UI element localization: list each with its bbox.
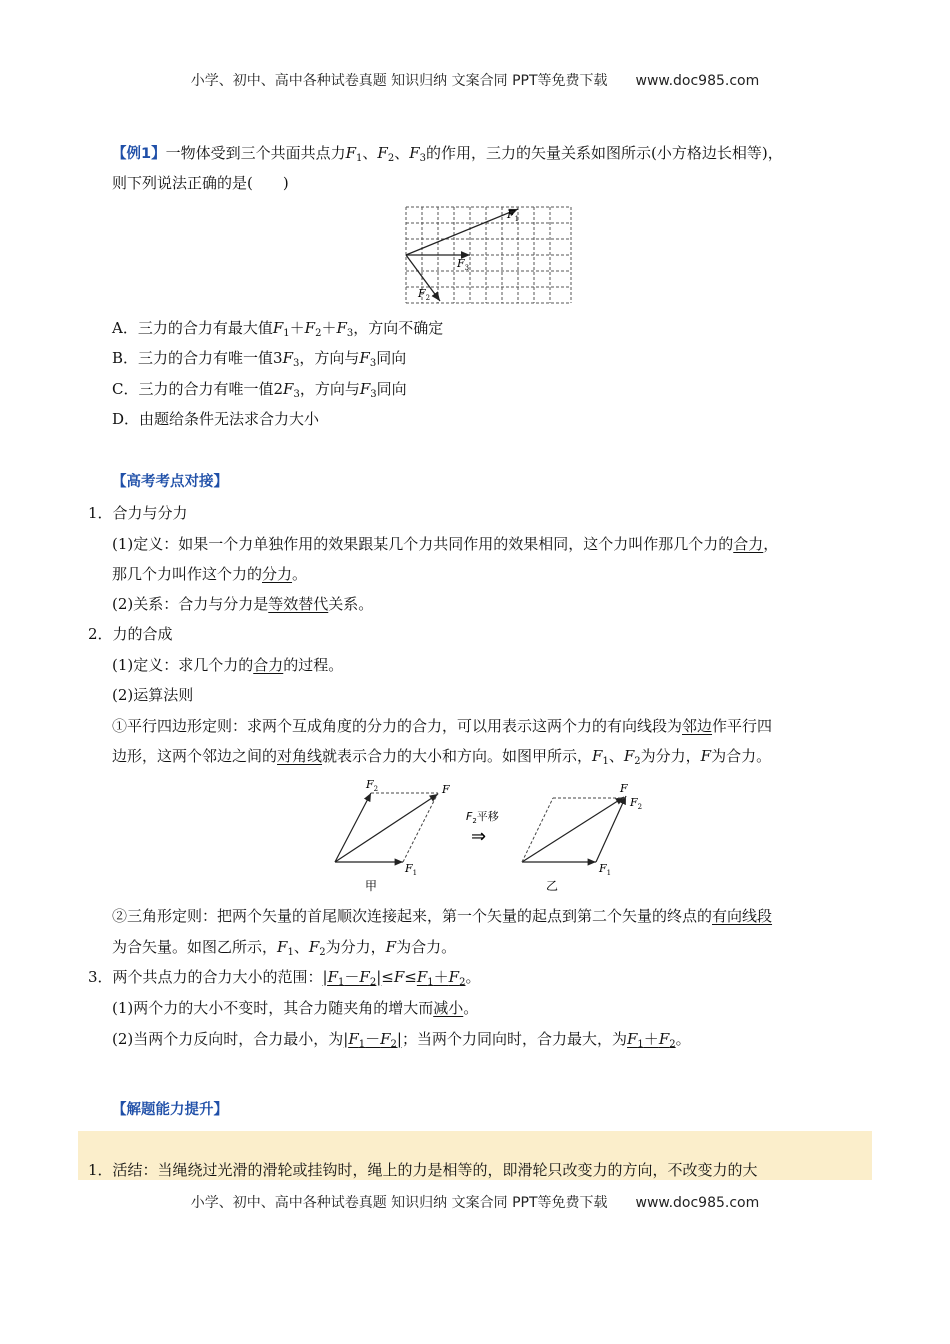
ability-point-1: 1．活结：当绳绕过光滑的滑轮或挂钩时，绳上的力是相等的，即滑轮只改变力的方向，不改变力的大 (88, 1161, 758, 1179)
example-stem-line2: 则下列说法正确的是( ) (112, 174, 289, 192)
jia-f-label: F (442, 783, 450, 796)
shift-arrow: ⇒ (471, 826, 487, 847)
option-a[interactable]: A．三力的合力有最大值$F_1+F_2+F_3$，方向不确定 (112, 319, 444, 339)
point-3-item-1: (1)两个力的大小不变时，其合力随夹角的增大而减小。 (112, 999, 479, 1017)
jia-caption: 甲 (365, 879, 378, 893)
point-2-rule: (2)运算法则 (112, 686, 194, 704)
point-2-def: (1)定义：求几个力的合力的过程。 (112, 656, 344, 674)
jia-f2-label: $F_2$ (366, 778, 379, 793)
yi-f2-label: $F_2$ (630, 796, 643, 811)
page-footer (0, 1192, 950, 1212)
point-1-title: 1．合力与分力 (88, 504, 188, 522)
jia-f (335, 794, 438, 862)
example-tag: 【例1】 (112, 146, 166, 162)
footer-site[interactable]: www.doc985.com (635, 1195, 760, 1211)
option-b[interactable]: B．三力的合力有唯一值$3F_3$，方向与$F_3$同向 (112, 349, 407, 369)
force-grid-figure (403, 204, 575, 306)
point-1-def-line1: (1)定义：如果一个力单独作用的效果跟某几个力共同作用的效果相同，这个力叫作那几个力的合力， (112, 535, 779, 553)
triangle-rule-line2: 为合矢量。如图乙所示，$F_1$、$F_2$为分力，F为合力。 (112, 938, 457, 958)
stem-text: 一物体受到三个共面共点力 (165, 144, 346, 162)
f1-label: $F_1$ (507, 208, 520, 223)
option-d[interactable]: D．由题给条件无法求合力大小 (112, 410, 320, 428)
f1-vector (406, 209, 518, 255)
stem-text-2: 的作用，三力的矢量关系如图所示(小方格边长相等)， (426, 144, 783, 162)
page-header (0, 70, 950, 90)
triangle-rule-line1: ②三角形定则：把两个矢量的首尾顺次连接起来，第一个矢量的起点到第二个矢量的终点的有向线段 (112, 907, 773, 925)
header-text: 小学、初中、高中各种试卷真题 知识归纳 文案合同 PPT等免费下载 (190, 73, 608, 89)
jia-f2 (335, 793, 371, 862)
footer-text: 小学、初中、高中各种试卷真题 知识归纳 文案合同 PPT等免费下载 (190, 1195, 608, 1211)
f2-label: $F_2$ (418, 287, 431, 302)
point-2-title: 2．力的合成 (88, 625, 173, 643)
shift-label: $F_2$平移 (466, 810, 499, 825)
point-1-relation: (2)关系：合力与分力是等效替代关系。 (112, 595, 374, 613)
parallelogram-rule-line1: ①平行四边形定则：求两个互成角度的分力的合力，可以用表示这两个力的有向线段为邻边作平行四 (112, 717, 773, 735)
yi-f-label: F (620, 782, 628, 795)
composition-figure (325, 776, 655, 896)
example-stem-line1: 【例1】一物体受到三个共面共点力$F_1$、$F_2$、$F_3$的作用，三力的矢量关系如图所示(小方格边长相等)， (112, 144, 783, 164)
parallelogram-rule-line2: 边形，这两个邻边之间的对角线就表示合力的大小和方向。如图甲所示，$F_1$、$F_2$为分力，F为合力。 (112, 747, 772, 767)
option-c[interactable]: C．三力的合力有唯一值$2F_3$，方向与$F_3$同向 (112, 380, 407, 400)
point-1-def-line2: 那几个力叫作这个力的分力。 (112, 565, 308, 583)
point-3-item-2: (2)当两个力反向时，合力最小，为$|F_1-F_2|$；当两个力同向时，合力最大，为$F_1+F_2$。 (112, 1030, 691, 1050)
point-3-title: 3．两个共点力的合力大小的范围：$|F_1-F_2|\le F\le F_1+F_2$。 (88, 968, 481, 988)
section-title-exam-points: 【高考考点对接】 (112, 474, 228, 490)
section-title-ability: 【解题能力提升】 (112, 1102, 228, 1118)
f3-label: $F_3$ (457, 257, 470, 272)
yi-f1-label: $F_1$ (599, 862, 612, 877)
header-site[interactable]: www.doc985.com (635, 73, 760, 89)
yi-caption: 乙 (546, 879, 559, 893)
jia-f1-label: $F_1$ (405, 862, 418, 877)
